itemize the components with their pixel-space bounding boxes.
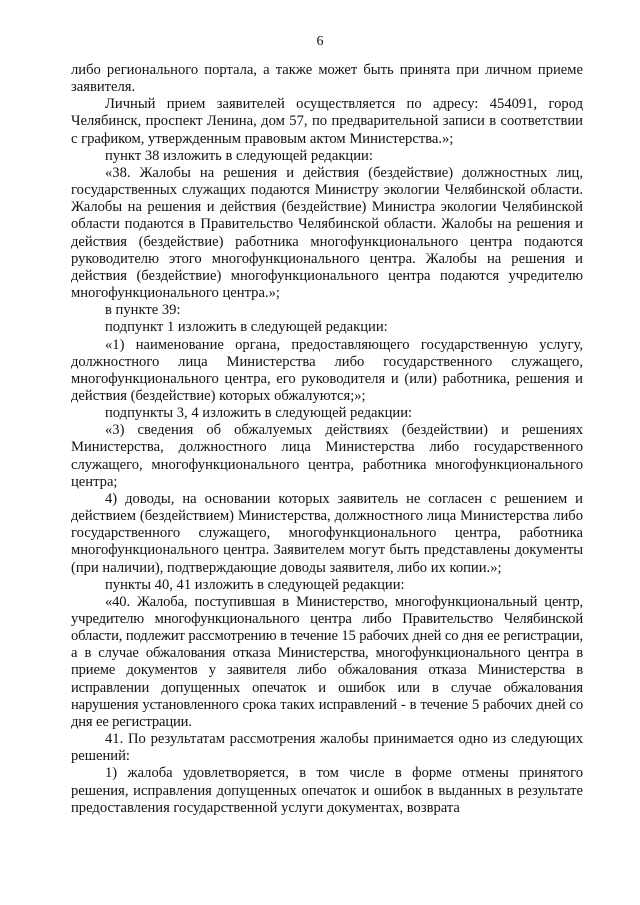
- paragraph-point-41-item-1: 1) жалоба удовлетворяется, в том числе в форме отмены принятого решения, исправления допущенных опечаток и ошибок в выданных в результате предоставления государственной услуги документах, возврата: [71, 765, 583, 816]
- paragraph-subpoint-1-text: «1) наименование органа, предоставляющего государственную услугу, должностного лица Министерства либо государственного служащего, многофункционального центра, его руководителя и (или) работника, решения и действия (бездействие) которых обжалуются;»;: [71, 336, 583, 404]
- paragraph-point-39-heading: в пункте 39:: [105, 302, 181, 319]
- paragraph-regional-portal: либо регионального портала, а также может быть принята при личном приеме заявителя.: [71, 62, 583, 96]
- paragraph-personal-reception: Личный прием заявителей осуществляется по адресу: 454091, город Челябинск, проспект Ленина, дом 57, по предварительной записи в соответствии с графиком, утвержденным правовым актом Министерства.»;: [71, 96, 583, 147]
- paragraph-point-38-heading: пункт 38 изложить в следующей редакции:: [105, 147, 373, 164]
- paragraph-subpoint-1-heading: подпункт 1 изложить в следующей редакции:: [105, 319, 388, 336]
- paragraph-subpoint-3-text: «3) сведения об обжалуемых действиях (бездействии) и решениях Министерства, должностного лица Министерства либо государственного служащего, многофункционального центра, работника многофункционального центра;: [71, 422, 583, 490]
- document-body: [71, 62, 583, 817]
- paragraph-subpoint-4-text: 4) доводы, на основании которых заявитель не согласен с решением и действием (бездействием) Министерства, должностного лица Министерства либо государственного служащего, многофункционального центра, работника многофункционального центра. Заявителем могут быть представлены документы (при наличии), подтверждающие доводы заявителя, либо их копии.»;: [71, 490, 583, 576]
- paragraph-subpoints-3-4-heading: подпункты 3, 4 изложить в следующей редакции:: [105, 405, 413, 422]
- paragraph-point-41-text: 41. По результатам рассмотрения жалобы принимается одно из следующих решений:: [71, 731, 583, 765]
- paragraph-points-40-41-heading: пункты 40, 41 изложить в следующей редакции:: [105, 576, 405, 593]
- page-number: 6: [316, 34, 324, 49]
- paragraph-point-38-text: «38. Жалобы на решения и действия (бездействие) должностных лиц, государственных служащих подаются Министру экологии Челябинской области. Жалобы на решения и действия (бездействие) Министра экологии Челябинской области подаются в Правительство Челябинской области. Жалобы на решения и действия (бездействие) работника многофункционального центра подаются руководителю этого многофункционального центра. Жалобы на решения и действия (бездействие) многофункционального центра подаются учредителю многофункционального центра.»;: [71, 164, 583, 302]
- paragraph-point-40-text: «40. Жалоба, поступившая в Министерство, многофункциональный центр, учредителю многофункционального центра либо Правительство Челябинской области, подлежит рассмотрению в течение 15 рабочих дней со дня ее регистрации, а в случае обжалования отказа Министерства, многофункционального центра в приеме документов у заявителя либо обжалования отказа Министерства в исправлении допущенных опечаток и ошибок или в случае обжалования нарушения установленного срока таких исправлений - в течение 5 рабочих дней со дня ее регистрации.: [71, 593, 583, 730]
